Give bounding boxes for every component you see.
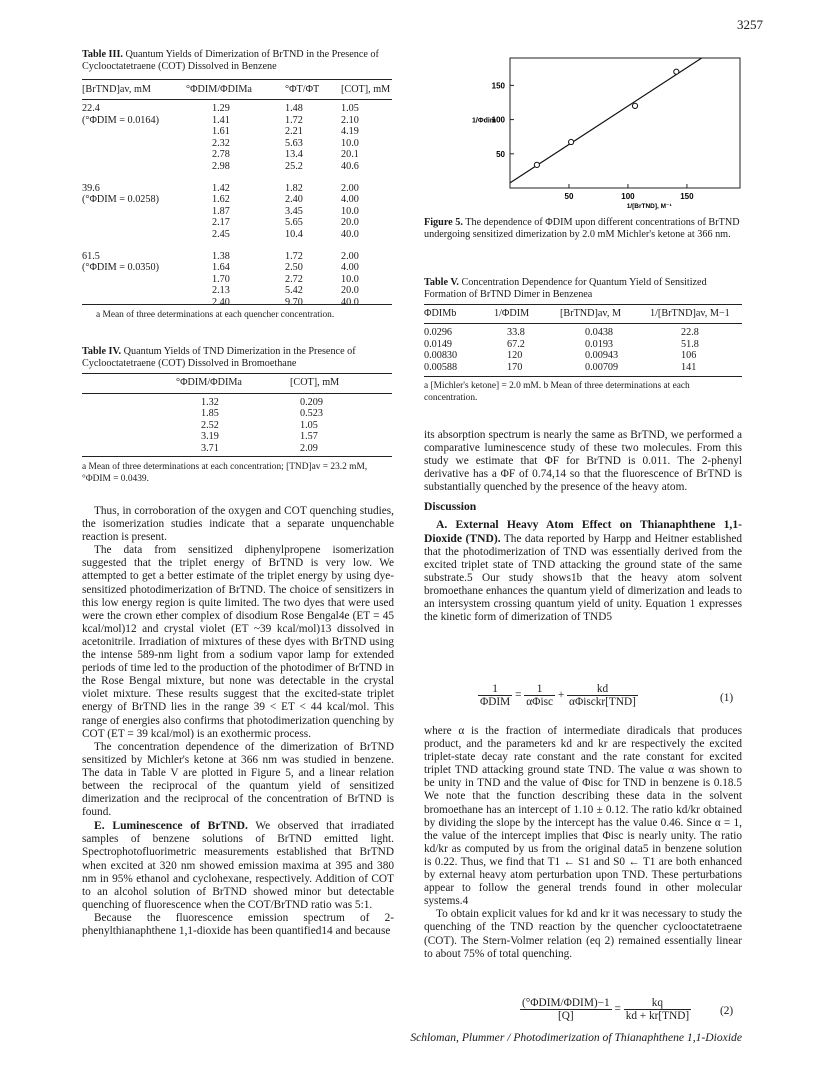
table3-col-conc-header: [BrTND]av, mM — [82, 84, 151, 95]
figure5-caption-text: The dependence of ΦDIM upon different concentrations of BrTND undergoing sensitized dimerization by 2.0 mM Michler's ketone at 366 nm. — [424, 217, 740, 240]
plot-frame — [510, 58, 740, 188]
table5-caption-text: Concentration Dependence for Quantum Yield of Sensitized Formation of BrTND Dimer in Benzenea — [424, 277, 707, 300]
table3-cell: 10.0 — [341, 205, 359, 217]
table3-footnote: a Mean of three determinations at each quencher concentration. — [96, 310, 335, 320]
table5-cell: 0.00588 — [424, 361, 458, 373]
table5-cell: 120 — [507, 350, 523, 362]
table3-cell: 1.29 — [212, 103, 230, 114]
table3-top-rule — [82, 79, 392, 80]
x-tick-label: 100 — [621, 192, 635, 201]
table4-cell: 1.85 — [201, 408, 219, 420]
table3-group-conc: 22.4 — [82, 103, 100, 114]
table5-cell: 0.00830 — [424, 350, 458, 362]
table3-cell: 2.13 — [212, 285, 230, 297]
table4-cell: 2.09 — [300, 442, 318, 454]
eq1-lhs: $\frac{1}{\text{ΦDIM}}$ — [480, 683, 511, 708]
table3-cell: 2.78 — [212, 149, 230, 161]
equation-2-number: (2) — [720, 1005, 734, 1017]
table3-cell: 2.10 — [341, 114, 359, 126]
figure5-label: Figure 5. — [424, 217, 463, 228]
right-column-text-bottom — [424, 725, 742, 961]
table4-cell: 0.209 — [300, 397, 323, 408]
table3-cell: 2.00 — [341, 182, 359, 194]
table3-cell: 2.98 — [212, 161, 230, 172]
table3-cell: 4.19 — [341, 126, 359, 138]
table3-group-conc: 61.5 — [82, 250, 100, 262]
table5-cell: 141 — [681, 361, 697, 373]
table5-cell: 0.0438 — [585, 327, 614, 338]
table5-cell: 0.00943 — [585, 350, 619, 362]
section-a-heading: A. External Heavy Atom Effect on Thianaphthene 1,1-Dioxide (TND). — [424, 517, 742, 545]
table5-cell: 0.0149 — [424, 338, 453, 350]
table3-cell: 1.48 — [285, 103, 303, 114]
table5-cell: 67.2 — [507, 338, 525, 350]
section-e-text: We observed that irradiated samples of benzene solutions of BrTND emitted light. Spectrophotofluorimetric measurements established that BrTND when excited at 320 nm showed emission maxima at 395 and 380 nm in 95% ethanol and cyclohexane, respectively. Addition of COT to an alcohol solution of BrTND showed minor but detectable quenching of fluorescence when the COT/BrTND ratio was 5:1. — [82, 820, 394, 911]
paragraph: To obtain explicit values for kd and kr it was necessary to study the quenching of the TND reaction by the quencher cyclooctatetraene (COT). The Stern-Volmer relation (eq 2) remained essentially linear to about 75% of total quenching. — [424, 908, 742, 960]
table4-top-rule — [82, 373, 392, 374]
table3-cell: 1.61 — [212, 126, 230, 138]
table4-caption-text: Quantum Yields of TND Dimerization in the Presence of Cyclooctatetraene (COT) Dissolved in Bromoethane — [82, 346, 356, 369]
table3-header-rule — [82, 99, 392, 100]
table3-cell: 1.82 — [285, 182, 303, 194]
paragraph — [82, 819, 394, 912]
table3-cell: 1.72 — [285, 250, 303, 262]
table4-cell: 1.57 — [300, 431, 318, 443]
table3-col-ratio-header: °ΦDIM/ΦDIMa — [186, 84, 252, 95]
x-axis-label: 1/[BrTND], M⁻¹ — [626, 203, 672, 210]
table3-col-cot-header: [COT], mM — [341, 84, 391, 95]
equation-1 — [478, 683, 638, 708]
table4-col-cot-header: [COT], mM — [290, 377, 340, 388]
table3-cell: 2.40 — [285, 194, 303, 206]
data-point — [674, 69, 679, 74]
table3-cell: 40.0 — [341, 229, 359, 240]
right-column-text-top — [424, 429, 742, 624]
table5-cell: 51.8 — [681, 338, 699, 350]
eq2-equals: = — [614, 1003, 621, 1016]
table3-cell: 20.1 — [341, 149, 359, 161]
eq1-term1: $\frac{1}{\text{αΦisc}}$ — [526, 683, 553, 708]
table5-cell: 22.8 — [681, 327, 699, 338]
section-a-text: The data reported by Harpp and Heitner established that the photodimerization of TND was essentially derived from the excited triplet state of TND attacking the ground state of the same substrate.5 Our study shows1b that the heavy atom solvent bromoethane enhances the quantum yield of dimerization and leads to an intersystem crossing quantum yield of unity. Equation 1 expresses the kinetic form of dimerization of TND5 — [424, 532, 743, 624]
y-tick-label: 50 — [496, 149, 505, 159]
eq2-lhs: $\frac{\text{(°ΦDIM/ΦDIM)−1}}{[Q]}$ — [522, 997, 610, 1022]
table3-cell: 1.64 — [212, 262, 230, 274]
table3-cell: 4.00 — [341, 262, 359, 274]
table3-group-phi0: (°ΦDIM = 0.0350) — [82, 262, 159, 274]
table4-col-ratio-header: °ΦDIM/ΦDIMa — [176, 377, 242, 388]
eq1-equals: = — [515, 689, 522, 702]
table4-cell: 3.19 — [201, 431, 219, 443]
table3-cell: 2.32 — [212, 137, 230, 149]
plot-marks — [472, 58, 702, 210]
paragraph: where α is the fraction of intermediate diradicals that produces product, and the parameters kd and kr are respectively the excited triplet-state decay rate constant and the rate constant for excited triplet TND attacking ground state TND. The value α was shown to be unity in TND and the value of Φisc for TND in benzene is 0.18.5 We note that the function describing these data in the solvent bromoethane has an intercept of 1.10 ± 0.12. The ratio kd/kr obtained by dividing the slope by the intercept has the value 0.46. Since α = 1, the value of the intercept implies that Φisc is nearly unity. The ratio kd/kr as computed by us from the original data5 in benzene solution is 0.22. Thus, we find that T1 ← S1 and S0 ← T1 are both enhanced by external heavy atom perturbation upon TND. These perturbations appear to follow the general trends found in other molecular systems.4 — [424, 725, 742, 908]
table5-cell: 170 — [507, 361, 523, 373]
table3-group-phi0: (°ΦDIM = 0.0164) — [82, 114, 159, 126]
table3-cell: 1.62 — [212, 194, 230, 206]
data-point — [568, 139, 573, 144]
table4-cell: 1.05 — [300, 419, 318, 431]
table4-footnote: a Mean of three determinations at each concentration; [TND]av = 23.2 mM, °ΦDIM = 0.0439. — [82, 462, 368, 484]
table4-cell: 1.32 — [201, 397, 219, 408]
table5-col-conc-header: [BrTND]av, M — [560, 308, 622, 319]
table3-cell: 2.00 — [341, 250, 359, 262]
table3-cell: 25.2 — [285, 161, 303, 172]
table5-cell: 0.00709 — [585, 361, 619, 373]
table5-col-phi-header: ΦDIMb — [424, 308, 457, 319]
figure5-chart — [470, 55, 750, 210]
paragraph: its absorption spectrum is nearly the same as BrTND, we performed a comparative luminescence study of these two molecules. From this study we estimate that ΦF for BrTND is 0.011. The 2-phenyl derivative has a ΦF of 0.74,14 so that the fluorescence of BrTND is substantially quenched by the presence of the heavy atom. — [424, 429, 742, 494]
table3-cell: 20.0 — [341, 285, 359, 297]
table3-col-phit-header: °ΦT/ΦT — [285, 84, 320, 95]
x-tick-label: 50 — [564, 192, 574, 201]
figure5-caption — [424, 217, 742, 241]
table3-cell: 2.21 — [285, 126, 303, 138]
table3-cell: 4.00 — [341, 194, 359, 206]
discussion-heading: Discussion — [424, 500, 477, 514]
table3-caption-text: Quantum Yields of Dimerization of BrTND in the Presence of Cyclooctatetraene (COT) Dissolved in Benzene — [82, 49, 379, 72]
table3-cell: 20.0 — [341, 217, 359, 229]
table5-top-rule — [424, 304, 742, 305]
table4-caption — [82, 346, 402, 370]
table3-cell: 1.41 — [212, 114, 230, 126]
table5-header-rule — [424, 323, 742, 324]
data-point — [534, 162, 539, 167]
table3-cell: 10.4 — [285, 229, 303, 240]
table3-caption — [82, 49, 412, 73]
table5-label: Table V. — [424, 277, 459, 288]
paragraph — [424, 518, 742, 625]
y-tick-label: 100 — [491, 115, 505, 125]
table3-cell: 2.45 — [212, 229, 230, 240]
table3-cell: 2.72 — [285, 273, 303, 285]
table3-cell: 1.42 — [212, 182, 230, 194]
equation-2 — [520, 997, 691, 1022]
table3-cell: 2.40 — [212, 297, 230, 308]
table3-cell: 5.63 — [285, 137, 303, 149]
table3-cell: 1.38 — [212, 250, 230, 262]
table5-cell: 33.8 — [507, 327, 525, 338]
table3-group-phi0: (°ΦDIM = 0.0258) — [82, 194, 159, 206]
data-point — [632, 103, 637, 108]
paragraph: The data from sensitized diphenylpropene isomerization suggested that the triplet energy of BrTND is very low. We attempted to get a better estimate of the triplet energy by using dye-sensitized photodimerization of BrTND. The choice of sensitizers in this low energy region is quite limited. The two dyes that were used were the crown ether complex of disodium Rose Bengal4e (ET = 45 kcal/mol)12 and crystal violet (ET ~39 kcal/mol)13 dissolved in acetonitrile. Irradiation of mixtures of these dyes with BrTND using the intense 589-nm light from a sodium vapor lamp for extended periods of time led to the production of the photodimer of BrTND in the Rose Bengal mixture, but none was detectable in the crystal violet mixture. These results suggest that the excited-state triplet energy of BrTND lies in the range 39 < ET < 44 kcal/mol. This range of energies also confirms that photodimerization quenching by COT (ET = 39 kcal/mol) is an exothermic process. — [82, 544, 394, 740]
table4-cell: 2.52 — [201, 419, 219, 431]
table3-cell: 13.4 — [285, 149, 303, 161]
equation-1-number: (1) — [720, 692, 734, 704]
table5-col-recip-conc-header: 1/[BrTND]av, M−1 — [650, 308, 730, 319]
table4-header-rule — [82, 393, 392, 394]
paragraph: The concentration dependence of the dimerization of BrTND sensitized by Michler's ketone at 366 nm was studied in benzene. The data in Table V are plotted in Figure 5, and a linear relation between the reciprocal of the quantum yield of sensitized dimerization and the reciprocal of the concentration of BrTND is found. — [82, 740, 394, 819]
table3-cell: 2.17 — [212, 217, 230, 229]
eq2-rhs: $\frac{kq}{\text{kd + kr[TND]}}$ — [625, 997, 690, 1022]
table5-bottom-rule — [424, 376, 742, 377]
table4-cell: 3.71 — [201, 442, 219, 454]
table3-cell: 1.05 — [341, 103, 359, 114]
running-footer: Schloman, Plummer / Photodimerization of Thianaphthene 1,1-Dioxide — [410, 1031, 742, 1044]
table3-cell: 40.0 — [341, 297, 359, 308]
table3-cell: 10.0 — [341, 137, 359, 149]
table3-label: Table III. — [82, 49, 123, 60]
table3-cell: 9.70 — [285, 297, 303, 308]
eq1-term2: $\frac{kd}{\text{αΦisckr[TND]}}$ — [569, 683, 636, 708]
page-number: 3257 — [737, 17, 763, 32]
table3-cell: 5.65 — [285, 217, 303, 229]
table5-col-recip-phi-header: 1/ΦDIM — [494, 308, 530, 319]
y-tick-label: 150 — [491, 81, 505, 91]
table3-cell: 10.0 — [341, 273, 359, 285]
table5-footnote: a [Michler's ketone] = 2.0 mM. b Mean of three determinations at each concentration. — [424, 381, 690, 403]
table3-cell: 1.72 — [285, 114, 303, 126]
table5-cell: 0.0296 — [424, 327, 453, 338]
table3-cell: 3.45 — [285, 205, 303, 217]
table5-caption — [424, 277, 742, 301]
table3-cell: 40.6 — [341, 161, 359, 172]
table3-group-conc: 39.6 — [82, 182, 100, 194]
table4-cell: 0.523 — [300, 408, 323, 420]
left-column-text — [82, 505, 394, 938]
x-tick-label: 150 — [680, 192, 694, 201]
table3-cell: 1.87 — [212, 205, 230, 217]
section-e-heading: E. Luminescence of BrTND. — [94, 819, 248, 833]
table3-cell: 1.70 — [212, 273, 230, 285]
table3-cell: 5.42 — [285, 285, 303, 297]
paragraph: Thus, in corroboration of the oxygen and COT quenching studies, the isomerization studies indicate that a separate unquenchable reaction is present. — [82, 505, 394, 544]
table5-cell: 106 — [681, 350, 697, 362]
y-axis-label: 1/Φdim — [471, 117, 497, 125]
table3-bottom-rule — [82, 304, 392, 305]
table4-bottom-rule — [82, 456, 392, 457]
table3-cell: 2.50 — [285, 262, 303, 274]
paragraph: Because the fluorescence emission spectrum of 2-phenylthianaphthene 1,1-dioxide has been quantified14 and because — [82, 911, 394, 937]
eq1-plus: + — [557, 689, 565, 702]
table5-cell: 0.0193 — [585, 338, 614, 350]
table4-label: Table IV. — [82, 346, 122, 357]
